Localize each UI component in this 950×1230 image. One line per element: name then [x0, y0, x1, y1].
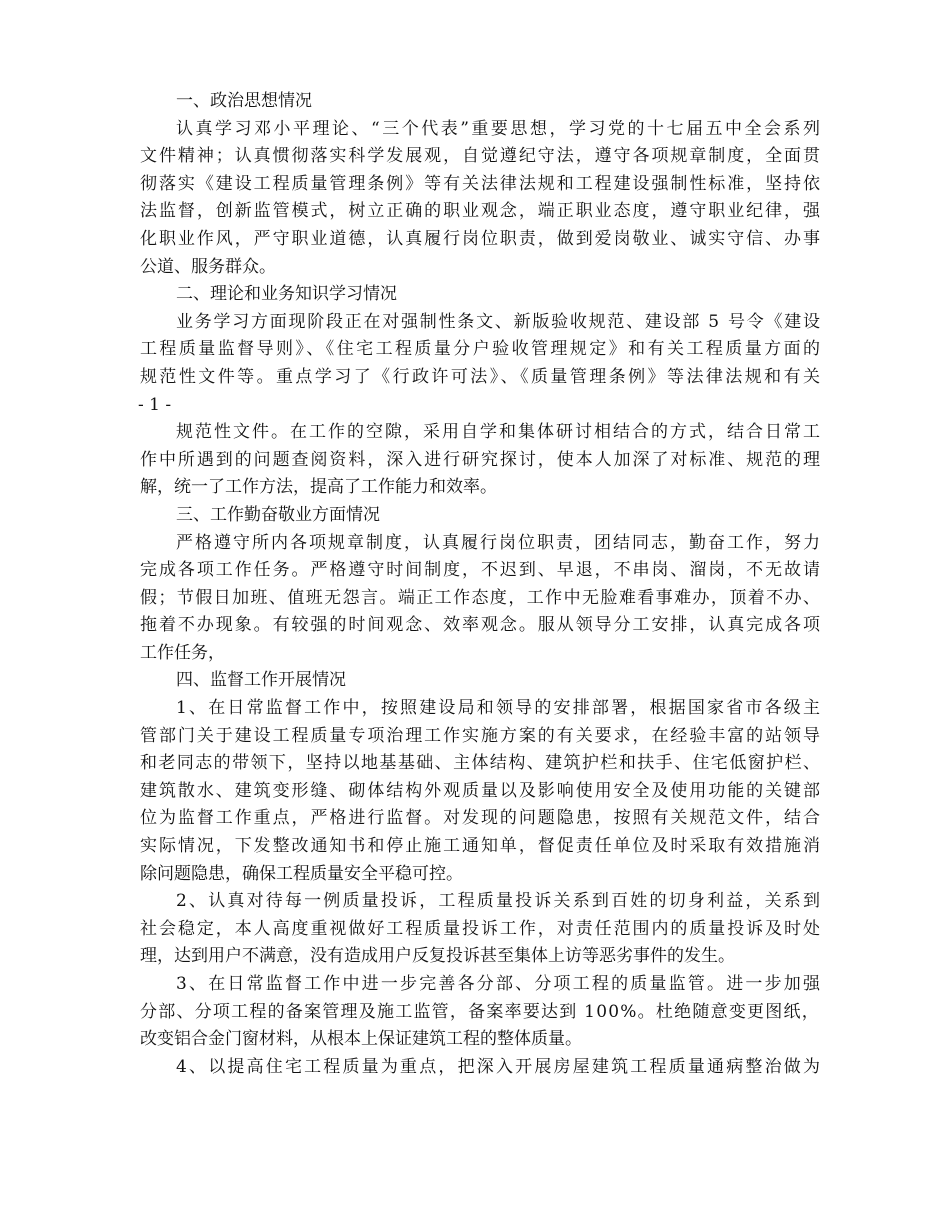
paragraph-line: 拖着不办现象。有较强的时间观念、效率观念。服从领导分工安排，认真完成各项: [140, 615, 822, 636]
paragraph-line: 除问题隐患，确保工程质量安全平稳可控。: [140, 863, 463, 884]
paragraph-line: 严格遵守所内各项规章制度，认真履行岗位职责，团结同志，勤奋工作，努力: [176, 532, 822, 553]
paragraph-line: 2、认真对待每一例质量投诉，工程质量投诉关系到百姓的切身利益，关系到: [176, 891, 823, 912]
paragraph-line: 工程质量监督导则》、《住宅工程质量分户验收管理规定》和有关工程质量方面的: [140, 339, 823, 360]
paragraph-line: 社会稳定，本人高度重视做好工程质量投诉工作，对责任范围内的质量投诉及时处: [140, 918, 822, 939]
paragraph-line: 规范性文件等。重点学习了《行政许可法》、《质量管理条例》等法律法规和有关: [140, 366, 823, 387]
paragraph-line: 1、在日常监督工作中，按照建设局和领导的安排部署，根据国家省市各级主: [176, 698, 823, 719]
paragraph-line: 彻落实《建设工程质量管理条例》等有关法律法规和工程建设强制性标准，坚持依: [140, 173, 822, 194]
paragraph-line: 化职业作风，严守职业道德，认真履行岗位职责，做到爱岗敬业、诚实守信、办事: [140, 228, 822, 249]
paragraph-line: 法监督，创新监管模式，树立正确的职业观念，端正职业态度，遵守职业纪律，强: [140, 201, 822, 222]
paragraph-line: 理，达到用户不满意，没有造成用户反复投诉甚至集体上访等恶劣事件的发生。: [140, 946, 735, 967]
section-heading: 二、理论和业务知识学习情况: [176, 284, 397, 305]
paragraph-line: 规范性文件。在工作的空隙，采用自学和集体研讨相结合的方式，结合日常工: [176, 422, 822, 443]
paragraph-line: 作中所遇到的问题查阅资料，深入进行研究探讨，使本人加深了对标准、规范的理: [140, 449, 822, 470]
paragraph-line: 和老同志的带领下，坚持以地基基础、主体结构、建筑护栏和扶手、住宅低窗护栏、: [140, 753, 822, 774]
section-heading: 三、工作勤奋敬业方面情况: [176, 504, 380, 525]
paragraph-line: 公道、服务群众。: [140, 256, 276, 277]
paragraph-line: 位为监督工作重点，严格进行监督。对发现的问题隐患，按照有关规范文件，结合: [140, 808, 822, 829]
paragraph-line: 文件精神；认真惯彻落实科学发展观，自觉遵纪守法，遵守各项规章制度，全面贯: [140, 146, 822, 167]
paragraph-line: 认真学习邓小平理论、“三个代表”重要思想，学习党的十七届五中全会系列: [176, 118, 823, 139]
paragraph-line: 实际情况，下发整改通知书和停止施工通知单，督促责任单位及时采取有效措施消: [140, 836, 822, 857]
section-heading: 一、政治思想情况: [176, 91, 312, 111]
page-number: - 1 -: [138, 394, 172, 415]
paragraph-line: 3、在日常监督工作中进一步完善各分部、分项工程的质量监管。进一步加强: [176, 974, 823, 994]
paragraph-line: 4、以提高住宅工程质量为重点，把深入开展房屋建筑工程质量通病整治做为: [176, 1056, 823, 1077]
paragraph-line: 工作任务，: [140, 642, 225, 663]
paragraph-line: 改变铝合金门窗材料，从根本上保证建筑工程的整体质量。: [140, 1029, 582, 1050]
section-heading: 四、监督工作开展情况: [176, 670, 346, 691]
paragraph-line: 业务学习方面现阶段正在对强制性条文、新版验收规范、建设部 5 号令《建设: [176, 311, 822, 332]
paragraph-line: 假；节假日加班、值班无怨言。端正工作态度，工作中无脸难看事难办，顶着不办、: [140, 587, 822, 608]
paragraph-line: 完成各项工作任务。严格遵守时间制度，不迟到、早退，不串岗、溜岗，不无故请: [140, 560, 822, 581]
paragraph-line: 解，统一了工作方法，提高了工作能力和效率。: [140, 477, 497, 498]
paragraph-line: 管部门关于建设工程质量专项治理工作实施方案的有关要求，在经验丰富的站领导: [140, 725, 822, 746]
paragraph-line: 建筑散水、建筑变形缝、砌体结构外观质量以及影响使用安全及使用功能的关键部: [140, 780, 822, 801]
document-body: [138, 88, 823, 1081]
paragraph-line: 分部、分项工程的备案管理及施工监管，备案率要达到 100%。杜绝随意变更图纸，: [140, 1001, 820, 1022]
